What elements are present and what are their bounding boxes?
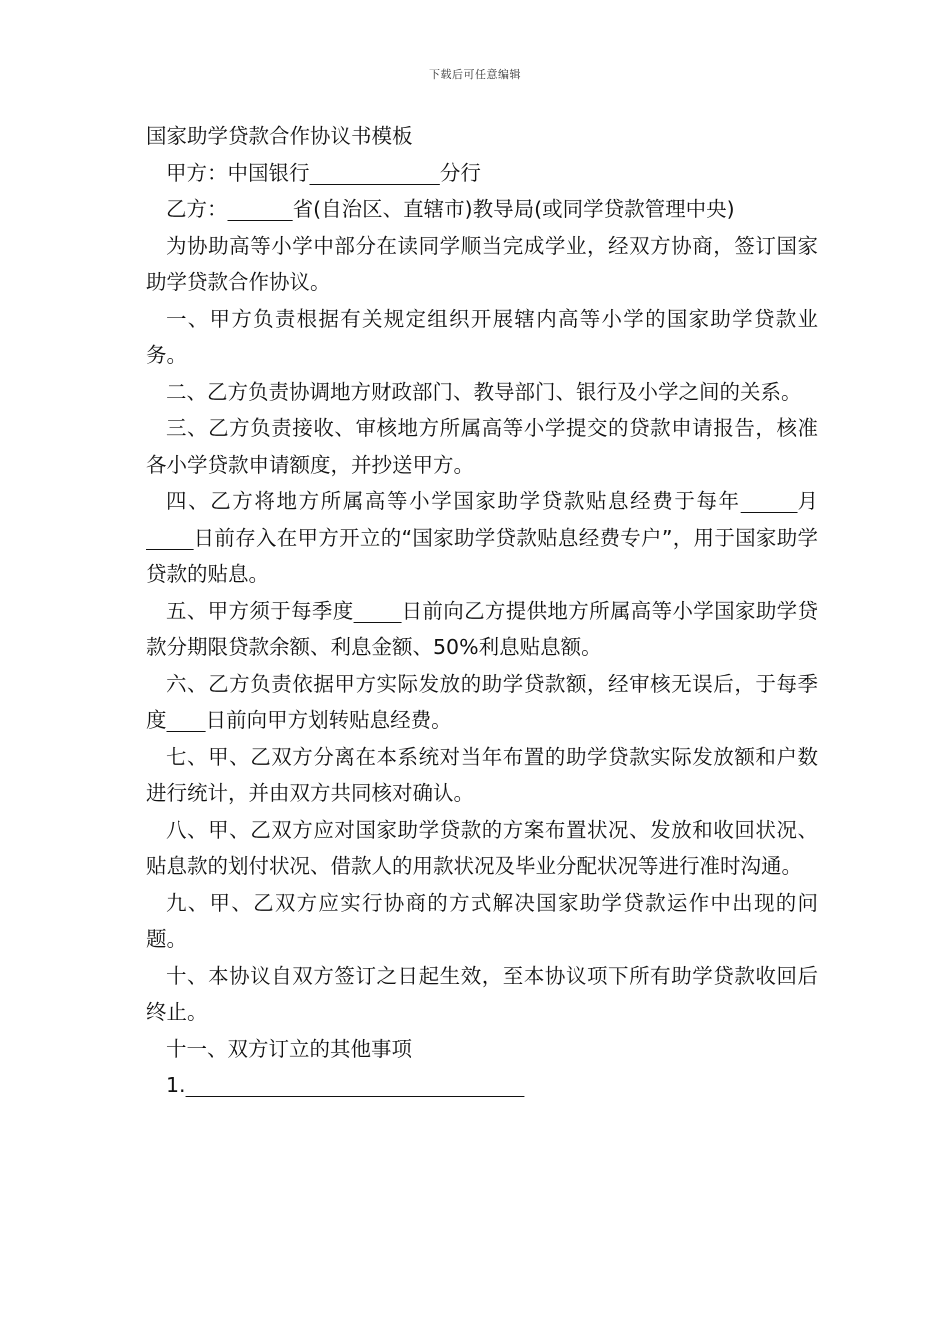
party-a-suffix: 分行 xyxy=(439,160,481,185)
clause-8: 八、甲、乙双方应对国家助学贷款的方案布置状况、发放和收回状况、贴息款的划付状况、借款人的用款状况及毕业分配状况等进行准时沟通。 xyxy=(146,817,818,878)
clause-2: 二、乙方负责协调地方财政部门、教导部门、银行及小学之间的关系。 xyxy=(166,379,802,404)
clause-4-part-3: 日前存入在甲方开立的“国家助学贷款贴息经费专户”，用于国家助学贷款的贴息。 xyxy=(146,525,818,586)
party-a-prefix: 甲方：中国银行 xyxy=(166,160,310,185)
clause-5-blank xyxy=(354,599,402,623)
document-title: 国家助学贷款合作协议书模板 xyxy=(146,124,413,148)
clause-4-part-2: 月 xyxy=(797,489,819,513)
clause-10: 十、本协议自双方签订之日起生效，至本协议项下所有助学贷款收回后终止。 xyxy=(146,963,818,1024)
intro-paragraph: 为协助高等小学中部分在读同学顺当完成学业，经双方协商，签订国家助学贷款合作协议。 xyxy=(146,233,818,294)
party-a-line xyxy=(146,155,818,192)
clause-5-part-1: 五、甲方须于每季度 xyxy=(166,598,354,623)
clause-4-part-1: 四、乙方将地方所属高等小学国家助学贷款贴息经费于每年 xyxy=(166,489,741,513)
clause-5-part-2: 日前向乙方提供地方所属高等小学国家助学贷款分期限贷款余额、利息金额、50%利息贴息额。 xyxy=(146,598,819,659)
clause-9: 九、甲、乙双方应实行协商的方式解决国家助学贷款运作中出现的问题。 xyxy=(146,890,818,951)
clause-4-month-blank xyxy=(741,489,798,513)
clause-3: 三、乙方负责接收、审核地方所属高等小学提交的贷款申请报告，核准各小学贷款申请额度，并抄送甲方。 xyxy=(146,416,818,477)
clause-7: 七、甲、乙双方分离在本系统对当年布置的助学贷款实际发放额和户数进行统计，并由双方共同核对确认。 xyxy=(146,744,818,805)
item-1-label: 1. xyxy=(166,1073,186,1097)
agreement-document xyxy=(146,118,818,1104)
clause-6-blank xyxy=(167,708,206,732)
clause-4 xyxy=(146,483,818,593)
clause-6-part-1: 六、乙方负责依据甲方实际发放的助学贷款额，经审核无误后，于每季度 xyxy=(146,671,818,732)
party-b-line xyxy=(146,191,818,228)
clause-4-day-blank xyxy=(146,526,194,550)
clause-1: 一、甲方负责根据有关规定组织开展辖内高等小学的国家助学贷款业务。 xyxy=(146,306,818,367)
clause-11: 十一、双方订立的其他事项 xyxy=(166,1036,412,1061)
clause-6 xyxy=(146,666,818,739)
party-b-suffix: 省(自治区、直辖市)教导局(或同学贷款管理中央) xyxy=(292,197,735,221)
item-1-line xyxy=(146,1067,818,1104)
party-b-prefix: 乙方： xyxy=(166,197,228,221)
party-a-blank-field xyxy=(310,161,440,185)
party-b-blank-field xyxy=(228,197,293,221)
item-1-blank xyxy=(186,1073,525,1097)
header-note: 下载后可任意编辑 xyxy=(429,68,521,81)
clause-5 xyxy=(146,593,818,666)
clause-6-part-2: 日前向甲方划转贴息经费。 xyxy=(205,708,452,732)
